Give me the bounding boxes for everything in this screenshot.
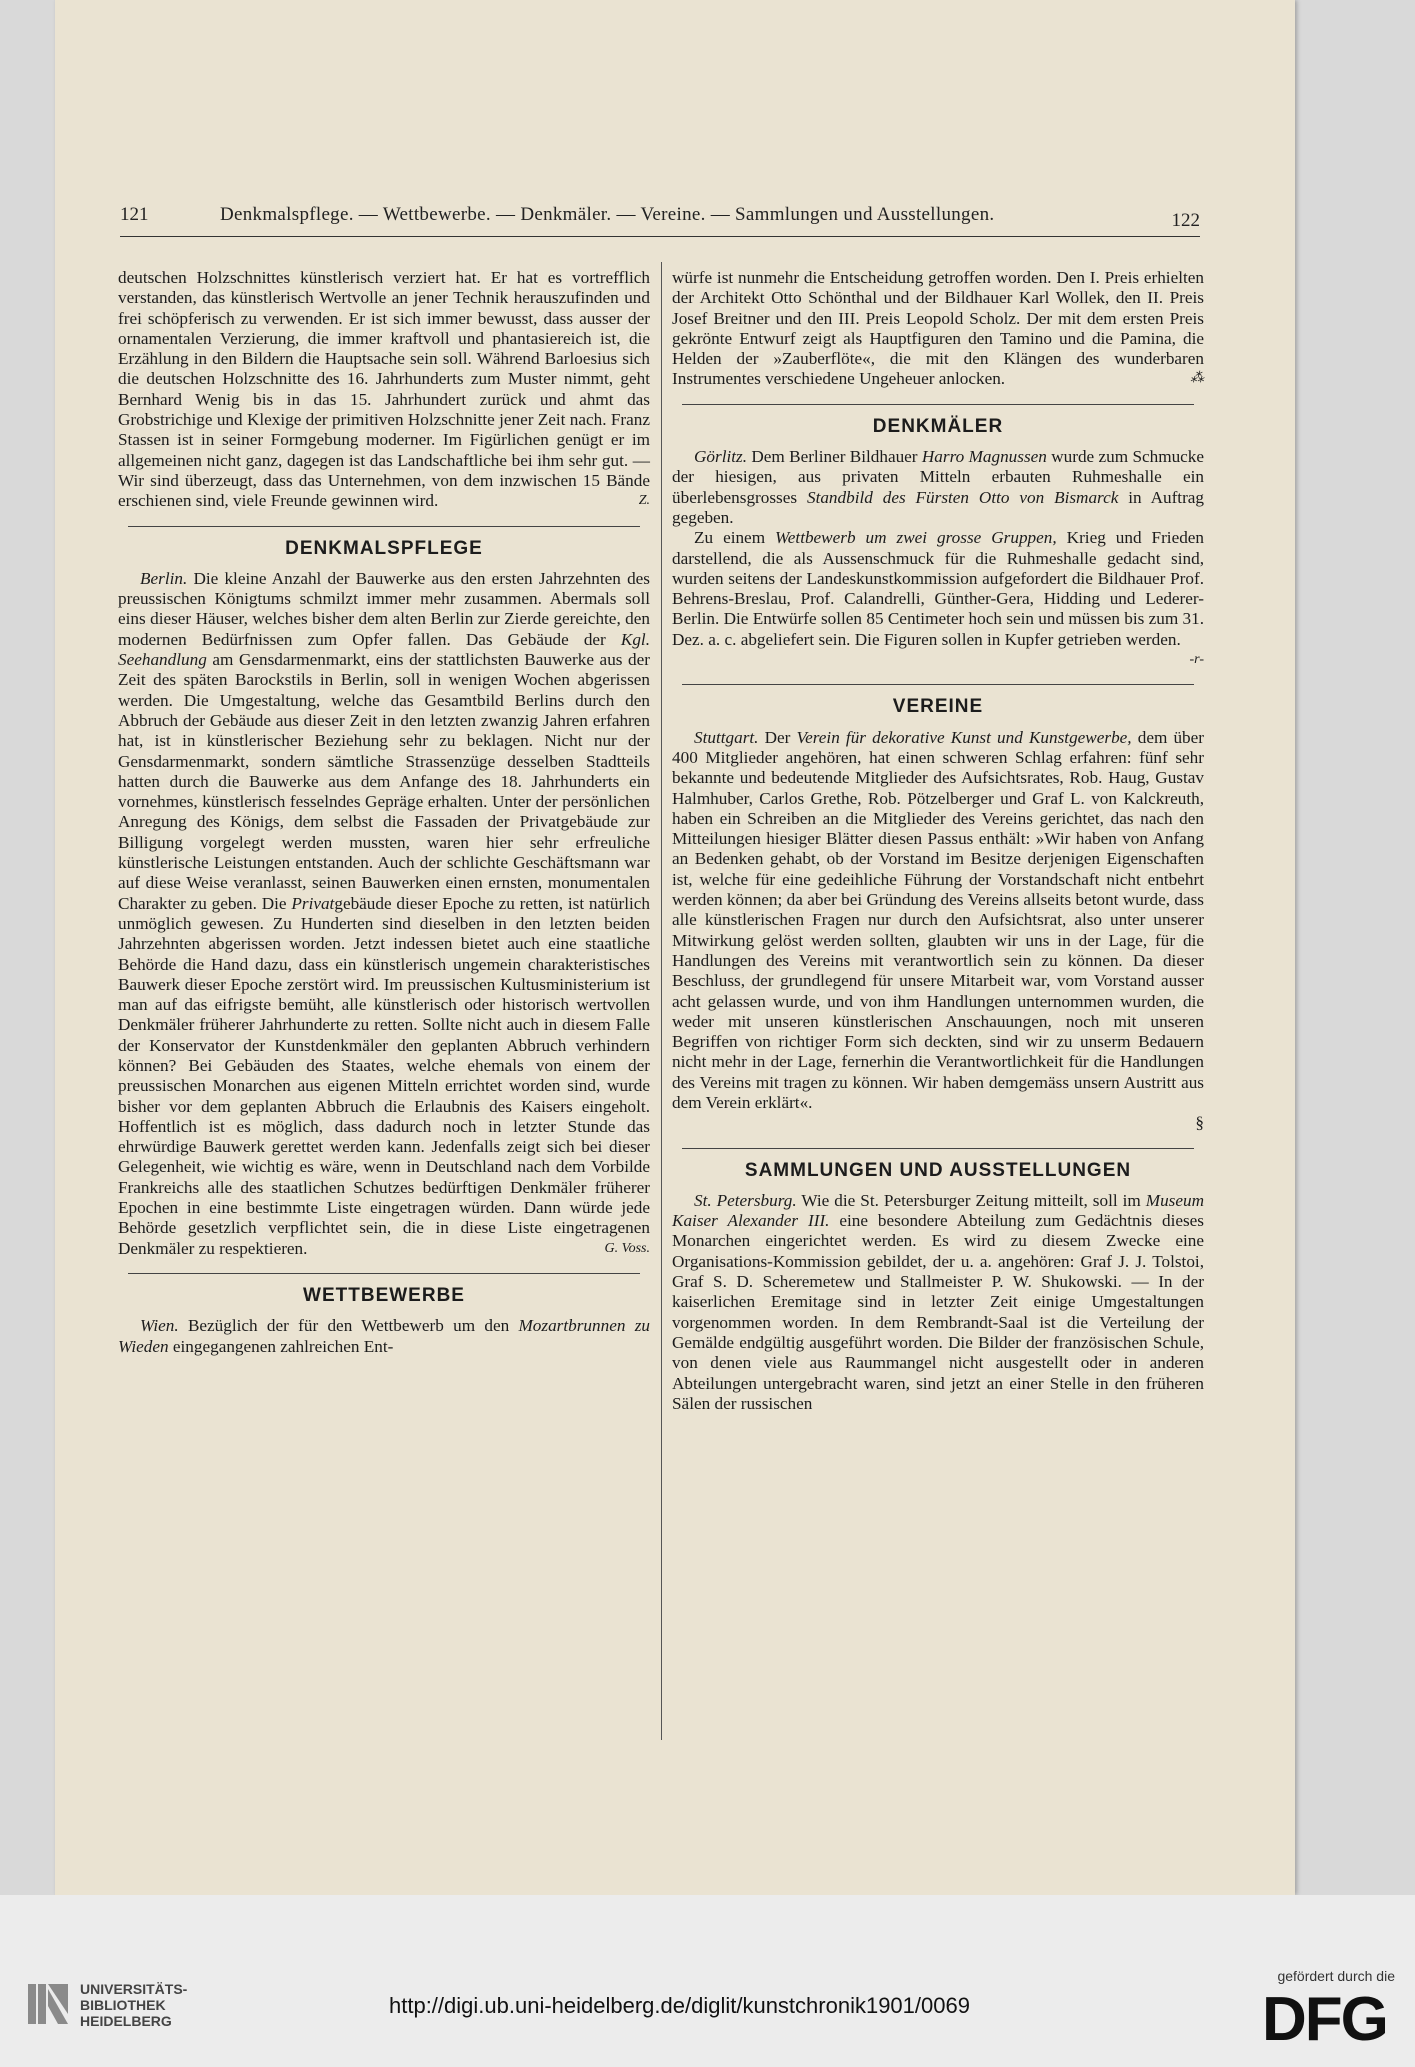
signature: G. Voss.: [604, 1240, 650, 1256]
place-name: Berlin.: [140, 568, 188, 588]
article-wien-continued: würfe ist nunmehr die Entscheidung getroffen worden. Den I. Preis erhielten der Architekt Otto Schönthal und der Bildhauer Karl Wollek, den II. Preis Josef Breitner und den III. Preis Leopold Scholz. Der mit dem ersten Preis gekrönte Entwurf zeigt als Hauptfiguren den Tamino und die Pamina, die Helden der »Zauberflöte«, die mit den Klängen des wunderbaren Instrumentes verschiedene Ungeheuer anlocken. ⁂: [672, 268, 1204, 389]
page-number-left: 121: [120, 204, 149, 225]
place-name: Stuttgart.: [694, 727, 759, 747]
column-divider: [661, 262, 662, 1740]
section-rule: [682, 1148, 1194, 1149]
section-rule: [682, 404, 1194, 405]
header-rule: [120, 236, 1200, 237]
section-title-denkmalspflege: DENKMALSPFLEGE: [285, 537, 483, 559]
signature: ⁂: [1190, 371, 1204, 387]
running-title: Denkmalspflege. — Wettbewerbe. — Denkmäler. — Vereine. — Sammlungen und Ausstellungen.: [220, 204, 995, 225]
article-stuttgart: Stuttgart. Der Verein für dekorative Kunst und Kunstgewerbe, dem über 400 Mitglieder angehören, hat einen schweren Schlag erfahren: fünf sehr bekannte und bedeutende Mitglieder des Aufsichtsrates, Rob. Haug, Gustav Halmhuber, Carlos Grethe, Rob. Pötzelberger und Graf L. von Kalckreuth, haben ein Schreiben an die Mitglieder des Vereins gerichtet, das nach den Mitteilungen hiesiger Blätter diesen Passus enthält: »Wir haben von Anfang an Bedenken gehabt, ob der Vorstand im Besitze derjenigen Eigenschaften ist, welche für eine gedeihliche Führung der Vorstandschaft nicht entbehrt werden können; da aber bei Gründung des Vereins allseits betont wurde, dass alle künstlerischen Fragen nur durch den Aufsichtsrat, also unter unserer Mitwirkung gelöst werden sollten, glaubten wir uns in der Lage, für die Handlungen des Vereins mit verantwortlich sein zu können. Da dieser Beschluss, der grundlegend für unsere Mitarbeit war, vom Vorstand ausser acht gelassen wurde, und von ihm Handlungen unternommen wurden, die weder mit unseren künstlerischen Anschauungen, noch mit unseren Begriffen von richtiger Form sich deckten, sind wir zu unserm Bedauern nicht mehr in der Lage, fernerhin die Verantwortlichkeit für die Handlungen des Vereins mit tragen zu können. Wir haben demgemäss unsern Austritt aus dem Verein erklärt«.: [672, 727, 1205, 1112]
section-rule: [682, 684, 1194, 685]
right-column: [672, 268, 1204, 1414]
digitization-footer: [0, 1895, 1415, 2067]
running-header: [120, 202, 1200, 238]
signature: -r-: [1189, 652, 1204, 668]
section-title-sammlungen: SAMMLUNGEN UND AUSSTELLUNGEN: [744, 1159, 1132, 1181]
section-title-wettbewerbe: WETTBEWERBE: [303, 1284, 465, 1306]
place-name: St. Petersburg.: [694, 1190, 797, 1210]
section-rule: [128, 1273, 640, 1274]
article-berlin: Berlin. Die kleine Anzahl der Bauwerke aus den ersten Jahrzehnten des preussischen Königtums schmilzt immer mehr zusammen. Abermals soll eins dieser Häuser, welches bisher dem alten Berlin zur Zierde gereichte, den modernen Bedürfnissen zum Opfer fallen. Das Gebäude der Kgl. Seehandlung am Gensdarmenmarkt, eins der stattlichsten Bauwerke aus der Zeit des späten Barockstils in Berlin, soll in wenigen Wochen abgerissen werden. Die Umgestaltung, welche das Gesamtbild Berlins durch den Abbruch der Gebäude aus dieser Zeit in den letzten zwanzig Jahren erfahren hat, ist in künstlerischer Beziehung sehr zu beklagen. Nicht nur der Gensdarmenmarkt, sondern sämtliche Strassenzüge desselben Stadtteils hatten durch die Bauwerke aus dem Anfange des 18. Jahrhunderts ein vornehmes, künstlerisch fesselndes Gepräge erhalten. Unter der persönlichen Anregung des Königs, dem selbst die Fassaden der Privatgebäude zur Billigung vorgelegt werden mussten, waren hier sehr erfreuliche künstlerische Leistungen entstanden. Auch der schlichte Geschäftsmann war auf diese Weise veranlasst, seinen Bauwerken einen ernsten, monumentalen Charakter zu geben. Die Privatgebäude dieser Epoche zu retten, ist natürlich unmöglich gewesen. Zu Hunderten sind dieselben in den letzten beiden Jahrzehnten abgerissen worden. Jetzt indessen bietet auch eine staatliche Behörde die Hand dazu, dass ein künstlerisch ungemein charakteristisches Bauwerk dieser Epoche zerstört wird. Im preussischen Kultusministerium ist man auf das eifrigste bemüht, alle künstlerisch oder historisch wertvollen Denkmäler früherer Jahrhunderte zu retten. Sollte nicht auch in diesem Falle der Konservator der Kunstdenkmäler den geplanten Abbruch verhindern können? Bei Gebäuden des Staates, welche ehemals von einem der preussischen Monarchen aus eigenen Mitteln errichtet worden sind, wurde bisher vor dem geplanten Abbruch die Erlaubnis des Kaisers eingeholt. Hoffentlich ist es möglich, dass dadurch noch in letzter Stunde das ehrwürdige Bauwerk gerettet werden kann. Jedenfalls zeigt sich bei dieser Gelegenheit, wie wichtig es wäre, wenn in Deutschland nach dem Vorbilde Frankreichs alle des staatlichen Schutzes bedürftigen Denkmäler früherer Epochen in eine bestimmte Liste eingetragen würden. Dann würde jede Behörde gesetzlich verpflichtet sein, die in diese Liste eingetragenen Denkmäler zu respektieren. G. Voss.: [118, 568, 651, 1258]
funding-note: gefördert durch die: [1277, 1968, 1395, 1984]
place-name: Wien.: [140, 1316, 179, 1336]
library-name: UNIVERSITÄTS- BIBLIOTHEK HEIDELBERG: [80, 1981, 188, 2029]
place-name: Görlitz.: [694, 447, 748, 467]
signature-section-mark: §: [1195, 1113, 1204, 1133]
article-st-petersburg: St. Petersburg. Wie die St. Petersburger Zeitung mitteilt, soll im Museum Kaiser Alexander III. eine besondere Abteilung zum Gedächtnis dieses Monarchen eingerichtet werden. Es wird zu diesem Zwecke eine Organisations-Kommission gebildet, der u. a. angehören: Graf J. J. Tolstoi, Graf S. D. Scheremetew und Stallmeister P. W. Shukowski. — In der kaiserlichen Eremitage sind in letzter Zeit einige Umgestaltungen vorgenommen worden. In dem Rembrandt-Saal ist die Verteilung der Gemälde endgültig ausgeführt worden. Die Bilder der französischen Schule, von denen viele aus Raummangel nicht ausgestellt oder in anderen Abteilungen untergebracht waren, sind jetzt an einer Stelle in den früheren Sälen der russischen: [672, 1190, 1204, 1413]
section-title-denkmaeler: DENKMÄLER: [872, 415, 1004, 437]
section-title-vereine: VEREINE: [892, 696, 984, 718]
signature: Z.: [638, 493, 650, 509]
intro-paragraph: deutschen Holzschnittes künstlerisch verziert hat. Er hat es vortrefflich verstanden, das künstlerisch Wertvolle an jener Technik herauszufinden und frei schöpferisch zu verwenden. Er ist sich immer bewusst, dass ausser der ornamentalen Verzierung, die immer kraftvoll und phantasiereich ist, die Erzählung in den Bildern die Hauptsache sein soll. Während Barloesius sich die deutschen Holzschnitte des 16. Jahrhunderts zum Muster nimmt, geht Bernhard Wenig bis in das 15. Jahrhundert zurück und ahmt das Grobstrichige und Klexige der primitiven Holzschnitte jener Zeit nach. Franz Stassen ist in seiner Formgebung moderner. Im Figürlichen genügt er im allgemeinen nicht ganz, dagegen ist das Landschaftliche bei ihm sehr gut. — Wir sind überzeugt, dass das Unternehmen, von dem inzwischen 15 Bände erschienen sind, viele Freunde gewinnen wird. Z.: [118, 268, 650, 511]
left-column: [118, 268, 650, 1357]
page-number-right: 122: [1171, 210, 1200, 231]
article-wien: Wien. Bezüglich der für den Wettbewerb um den Mozartbrunnen zu Wieden eingegangenen zahlreichen Ent-: [118, 1316, 650, 1356]
dfg-logo: DFG: [1262, 1985, 1387, 2054]
article-goerlitz-2: Zu einem Wettbewerb um zwei grosse Gruppen, Krieg und Frieden darstellend, die als Aussenschmuck für die Ruhmeshalle gedacht sind, wurden seitens der Landeskunstkommission aufgefordert die Bildhauer Prof. Behrens-Breslau, Prof. Calandrelli, Günther-Gera, Hidding und Lederer-Berlin. Die Entwürfe sollen 85 Centimeter hoch sein und müssen bis zum 31. Dez. a. c. abgeliefert sein. Die Figuren sollen in Kupfer getrieben werden. -r-: [672, 528, 1204, 650]
section-rule: [128, 526, 640, 527]
article-goerlitz: Görlitz. Dem Berliner Bildhauer Harro Magnussen wurde zum Schmucke der hiesigen, aus privaten Mitteln erbauten Ruhmeshalle ein überlebensgrosses Standbild des Fürsten Otto von Bismarck in Auftrag gegeben.: [672, 447, 1205, 527]
permalink-url[interactable]: http://digi.ub.uni-heidelberg.de/diglit/kunstchronik1901/0069: [389, 1993, 970, 2018]
library-logo-icon: [28, 1984, 68, 2024]
